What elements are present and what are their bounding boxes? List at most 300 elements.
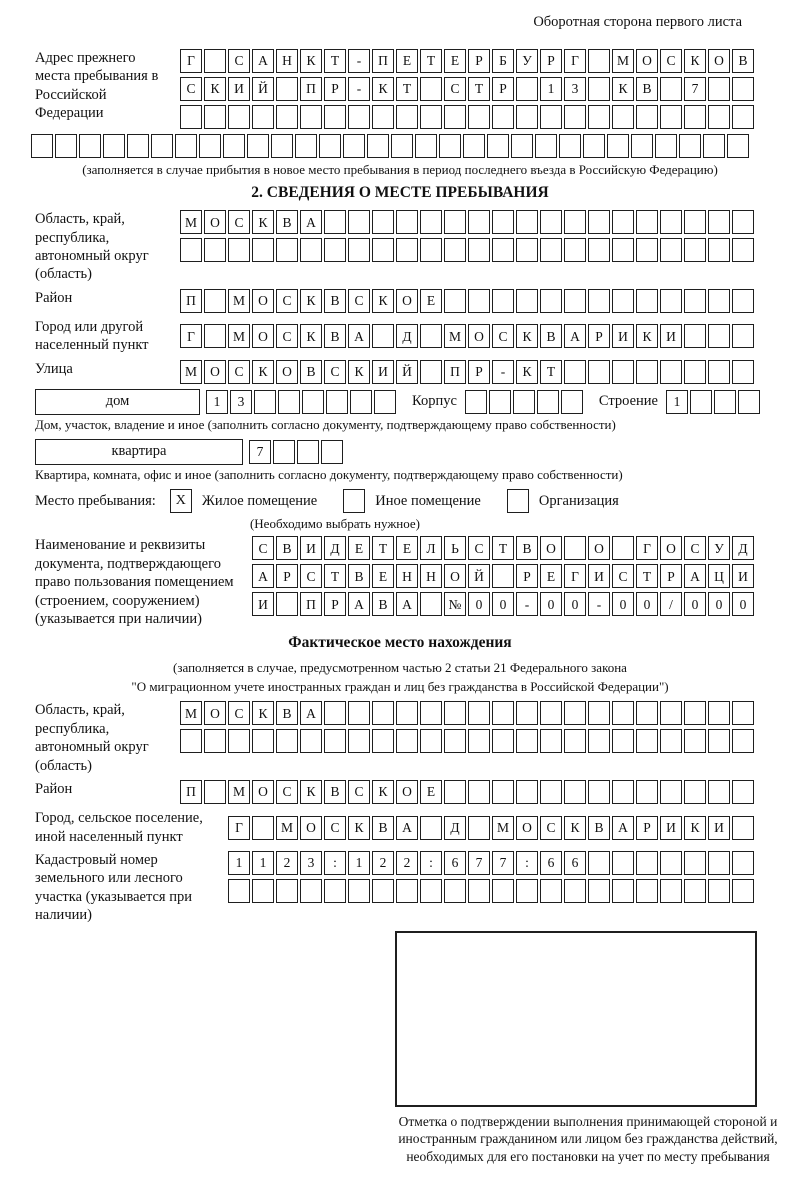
char-cell[interactable]: Е bbox=[396, 49, 418, 73]
char-cell[interactable] bbox=[204, 324, 226, 348]
char-cell[interactable] bbox=[738, 390, 760, 414]
char-cell[interactable]: Р bbox=[516, 564, 538, 588]
char-cell[interactable] bbox=[540, 780, 562, 804]
char-cell[interactable]: В bbox=[372, 816, 394, 840]
char-cell[interactable]: О bbox=[204, 360, 226, 384]
char-cell[interactable]: Г bbox=[564, 49, 586, 73]
char-cell[interactable]: 7 bbox=[492, 851, 514, 875]
char-cell[interactable] bbox=[636, 289, 658, 313]
char-cell[interactable] bbox=[492, 210, 514, 234]
char-cell[interactable] bbox=[511, 134, 533, 158]
char-cell[interactable]: М bbox=[276, 816, 298, 840]
char-cell[interactable]: В bbox=[516, 536, 538, 560]
char-cell[interactable]: К bbox=[252, 210, 274, 234]
char-cell[interactable] bbox=[415, 134, 437, 158]
char-cell[interactable] bbox=[708, 238, 730, 262]
char-cell[interactable] bbox=[588, 851, 610, 875]
char-cell[interactable] bbox=[708, 77, 730, 101]
char-cell[interactable] bbox=[444, 879, 466, 903]
char-cell[interactable] bbox=[564, 360, 586, 384]
char-cell[interactable]: : bbox=[420, 851, 442, 875]
char-cell[interactable] bbox=[660, 360, 682, 384]
char-cell[interactable] bbox=[468, 816, 490, 840]
char-cell[interactable] bbox=[420, 238, 442, 262]
char-cell[interactable]: О bbox=[396, 780, 418, 804]
char-cell[interactable] bbox=[612, 879, 634, 903]
char-cell[interactable] bbox=[732, 816, 754, 840]
char-cell[interactable] bbox=[492, 729, 514, 753]
char-cell[interactable] bbox=[31, 134, 53, 158]
char-cell[interactable] bbox=[228, 105, 250, 129]
char-cell[interactable] bbox=[180, 729, 202, 753]
char-cell[interactable]: М bbox=[180, 360, 202, 384]
char-cell[interactable]: М bbox=[180, 210, 202, 234]
char-cell[interactable]: 0 bbox=[708, 592, 730, 616]
char-cell[interactable] bbox=[324, 105, 346, 129]
char-cell[interactable] bbox=[612, 105, 634, 129]
char-cell[interactable] bbox=[276, 592, 298, 616]
char-cell[interactable] bbox=[254, 390, 276, 414]
char-cell[interactable] bbox=[468, 105, 490, 129]
char-cell[interactable]: Г bbox=[228, 816, 250, 840]
char-cell[interactable] bbox=[564, 536, 586, 560]
char-cell[interactable]: 0 bbox=[564, 592, 586, 616]
char-cell[interactable] bbox=[444, 105, 466, 129]
char-cell[interactable] bbox=[516, 105, 538, 129]
char-cell[interactable]: Л bbox=[420, 536, 442, 560]
char-cell[interactable] bbox=[324, 210, 346, 234]
char-cell[interactable] bbox=[708, 324, 730, 348]
char-cell[interactable]: 0 bbox=[540, 592, 562, 616]
char-cell[interactable] bbox=[439, 134, 461, 158]
char-cell[interactable]: 2 bbox=[276, 851, 298, 875]
char-cell[interactable]: М bbox=[612, 49, 634, 73]
char-cell[interactable] bbox=[535, 134, 557, 158]
char-cell[interactable]: С bbox=[324, 816, 346, 840]
char-cell[interactable] bbox=[492, 289, 514, 313]
char-cell[interactable]: П bbox=[444, 360, 466, 384]
char-cell[interactable] bbox=[516, 729, 538, 753]
char-cell[interactable]: Р bbox=[276, 564, 298, 588]
char-cell[interactable] bbox=[350, 390, 372, 414]
char-cell[interactable]: К bbox=[684, 49, 706, 73]
char-cell[interactable]: К bbox=[300, 780, 322, 804]
char-cell[interactable] bbox=[420, 592, 442, 616]
char-cell[interactable]: С bbox=[180, 77, 202, 101]
char-cell[interactable] bbox=[612, 701, 634, 725]
char-cell[interactable] bbox=[396, 701, 418, 725]
char-cell[interactable] bbox=[180, 105, 202, 129]
char-cell[interactable] bbox=[732, 210, 754, 234]
char-cell[interactable]: Г bbox=[564, 564, 586, 588]
char-cell[interactable] bbox=[300, 729, 322, 753]
char-cell[interactable] bbox=[492, 780, 514, 804]
char-cell[interactable]: И bbox=[612, 324, 634, 348]
char-cell[interactable]: - bbox=[348, 77, 370, 101]
char-cell[interactable]: Е bbox=[372, 564, 394, 588]
char-cell[interactable] bbox=[252, 879, 274, 903]
char-cell[interactable]: О bbox=[660, 536, 682, 560]
char-cell[interactable] bbox=[540, 238, 562, 262]
char-cell[interactable] bbox=[732, 780, 754, 804]
char-cell[interactable] bbox=[612, 851, 634, 875]
char-cell[interactable]: О bbox=[252, 289, 274, 313]
char-cell[interactable]: О bbox=[708, 49, 730, 73]
char-cell[interactable] bbox=[297, 440, 319, 464]
char-cell[interactable] bbox=[732, 238, 754, 262]
char-cell[interactable] bbox=[348, 210, 370, 234]
char-cell[interactable] bbox=[492, 564, 514, 588]
char-cell[interactable] bbox=[228, 729, 250, 753]
char-cell[interactable] bbox=[564, 238, 586, 262]
char-cell[interactable] bbox=[708, 780, 730, 804]
char-cell[interactable]: Р bbox=[324, 592, 346, 616]
char-cell[interactable] bbox=[540, 105, 562, 129]
char-cell[interactable]: Д bbox=[396, 324, 418, 348]
char-cell[interactable]: В bbox=[324, 289, 346, 313]
char-cell[interactable] bbox=[588, 360, 610, 384]
char-cell[interactable] bbox=[684, 729, 706, 753]
char-cell[interactable]: С bbox=[324, 360, 346, 384]
char-cell[interactable] bbox=[420, 816, 442, 840]
char-cell[interactable] bbox=[276, 238, 298, 262]
char-cell[interactable] bbox=[444, 729, 466, 753]
char-cell[interactable] bbox=[583, 134, 605, 158]
char-cell[interactable]: А bbox=[300, 701, 322, 725]
char-cell[interactable]: С bbox=[612, 564, 634, 588]
char-cell[interactable] bbox=[564, 105, 586, 129]
char-cell[interactable] bbox=[228, 238, 250, 262]
char-cell[interactable] bbox=[420, 360, 442, 384]
char-cell[interactable] bbox=[204, 49, 226, 73]
char-cell[interactable]: К bbox=[516, 360, 538, 384]
char-cell[interactable]: С bbox=[540, 816, 562, 840]
char-cell[interactable]: И bbox=[300, 536, 322, 560]
char-cell[interactable]: О bbox=[636, 49, 658, 73]
char-cell[interactable]: Д bbox=[324, 536, 346, 560]
char-cell[interactable]: 7 bbox=[468, 851, 490, 875]
char-cell[interactable] bbox=[348, 879, 370, 903]
char-cell[interactable] bbox=[684, 851, 706, 875]
char-cell[interactable]: Р bbox=[324, 77, 346, 101]
char-cell[interactable] bbox=[516, 210, 538, 234]
char-cell[interactable] bbox=[465, 390, 487, 414]
char-cell[interactable]: Н bbox=[420, 564, 442, 588]
char-cell[interactable] bbox=[252, 238, 274, 262]
char-cell[interactable] bbox=[271, 134, 293, 158]
char-cell[interactable] bbox=[708, 210, 730, 234]
char-cell[interactable]: Р bbox=[468, 360, 490, 384]
char-cell[interactable] bbox=[684, 289, 706, 313]
char-cell[interactable]: В bbox=[372, 592, 394, 616]
char-cell[interactable]: 6 bbox=[564, 851, 586, 875]
char-cell[interactable] bbox=[732, 360, 754, 384]
char-cell[interactable] bbox=[343, 134, 365, 158]
char-cell[interactable]: Г bbox=[180, 324, 202, 348]
char-cell[interactable] bbox=[708, 360, 730, 384]
char-cell[interactable] bbox=[372, 701, 394, 725]
char-cell[interactable] bbox=[708, 729, 730, 753]
char-cell[interactable]: Е bbox=[348, 536, 370, 560]
char-cell[interactable]: С bbox=[300, 564, 322, 588]
char-cell[interactable] bbox=[708, 879, 730, 903]
char-cell[interactable]: Т bbox=[540, 360, 562, 384]
char-cell[interactable]: С bbox=[492, 324, 514, 348]
char-cell[interactable] bbox=[151, 134, 173, 158]
char-cell[interactable] bbox=[660, 879, 682, 903]
char-cell[interactable]: К bbox=[300, 289, 322, 313]
char-cell[interactable] bbox=[684, 780, 706, 804]
char-cell[interactable]: Т bbox=[324, 49, 346, 73]
char-cell[interactable]: Р bbox=[492, 77, 514, 101]
char-cell[interactable]: С bbox=[228, 360, 250, 384]
char-cell[interactable] bbox=[684, 879, 706, 903]
char-cell[interactable]: Т bbox=[396, 77, 418, 101]
char-cell[interactable] bbox=[561, 390, 583, 414]
char-cell[interactable]: М bbox=[492, 816, 514, 840]
char-cell[interactable]: П bbox=[180, 289, 202, 313]
char-cell[interactable]: К bbox=[204, 77, 226, 101]
char-cell[interactable]: - bbox=[516, 592, 538, 616]
char-cell[interactable] bbox=[204, 105, 226, 129]
char-cell[interactable]: 1 bbox=[348, 851, 370, 875]
char-cell[interactable]: С bbox=[252, 536, 274, 560]
char-cell[interactable]: В bbox=[348, 564, 370, 588]
char-cell[interactable] bbox=[468, 238, 490, 262]
char-cell[interactable]: 0 bbox=[684, 592, 706, 616]
char-cell[interactable]: К bbox=[372, 780, 394, 804]
char-cell[interactable] bbox=[660, 105, 682, 129]
char-cell[interactable]: М bbox=[228, 324, 250, 348]
char-cell[interactable] bbox=[588, 729, 610, 753]
char-cell[interactable] bbox=[55, 134, 77, 158]
char-cell[interactable]: К bbox=[252, 701, 274, 725]
char-cell[interactable] bbox=[276, 729, 298, 753]
char-cell[interactable]: А bbox=[396, 816, 418, 840]
checkbox-inoe[interactable] bbox=[343, 489, 365, 513]
char-cell[interactable] bbox=[300, 105, 322, 129]
char-cell[interactable]: Р bbox=[468, 49, 490, 73]
char-cell[interactable] bbox=[636, 879, 658, 903]
char-cell[interactable] bbox=[636, 210, 658, 234]
char-cell[interactable]: И bbox=[660, 816, 682, 840]
char-cell[interactable] bbox=[324, 238, 346, 262]
char-cell[interactable] bbox=[636, 238, 658, 262]
char-cell[interactable] bbox=[732, 77, 754, 101]
char-cell[interactable] bbox=[540, 879, 562, 903]
char-cell[interactable] bbox=[636, 851, 658, 875]
char-cell[interactable] bbox=[732, 289, 754, 313]
char-cell[interactable] bbox=[516, 879, 538, 903]
char-cell[interactable] bbox=[348, 238, 370, 262]
stamp-area[interactable] bbox=[395, 931, 757, 1107]
char-cell[interactable]: О bbox=[468, 324, 490, 348]
char-cell[interactable] bbox=[492, 879, 514, 903]
char-cell[interactable]: В bbox=[276, 210, 298, 234]
char-cell[interactable] bbox=[588, 289, 610, 313]
char-cell[interactable]: - bbox=[492, 360, 514, 384]
char-cell[interactable] bbox=[612, 210, 634, 234]
char-cell[interactable]: 1 bbox=[666, 390, 688, 414]
char-cell[interactable] bbox=[489, 390, 511, 414]
char-cell[interactable] bbox=[660, 780, 682, 804]
char-cell[interactable] bbox=[564, 289, 586, 313]
char-cell[interactable] bbox=[732, 729, 754, 753]
char-cell[interactable] bbox=[367, 134, 389, 158]
char-cell[interactable]: С bbox=[660, 49, 682, 73]
char-cell[interactable]: П bbox=[180, 780, 202, 804]
char-cell[interactable]: В bbox=[276, 536, 298, 560]
char-cell[interactable] bbox=[516, 701, 538, 725]
char-cell[interactable]: И bbox=[228, 77, 250, 101]
char-cell[interactable] bbox=[468, 879, 490, 903]
char-cell[interactable]: О bbox=[540, 536, 562, 560]
char-cell[interactable]: М bbox=[228, 780, 250, 804]
char-cell[interactable] bbox=[690, 390, 712, 414]
char-cell[interactable]: А bbox=[396, 592, 418, 616]
char-cell[interactable] bbox=[612, 729, 634, 753]
char-cell[interactable] bbox=[348, 729, 370, 753]
char-cell[interactable] bbox=[660, 851, 682, 875]
char-cell[interactable] bbox=[732, 701, 754, 725]
char-cell[interactable]: Т bbox=[372, 536, 394, 560]
char-cell[interactable] bbox=[660, 701, 682, 725]
char-cell[interactable] bbox=[276, 105, 298, 129]
char-cell[interactable]: К bbox=[636, 324, 658, 348]
char-cell[interactable] bbox=[684, 360, 706, 384]
char-cell[interactable] bbox=[444, 780, 466, 804]
char-cell[interactable] bbox=[252, 105, 274, 129]
char-cell[interactable] bbox=[516, 780, 538, 804]
char-cell[interactable] bbox=[612, 289, 634, 313]
char-cell[interactable]: К bbox=[252, 360, 274, 384]
char-cell[interactable] bbox=[660, 729, 682, 753]
char-cell[interactable]: 7 bbox=[684, 77, 706, 101]
char-cell[interactable]: В bbox=[732, 49, 754, 73]
char-cell[interactable]: П bbox=[300, 592, 322, 616]
char-cell[interactable]: С bbox=[444, 77, 466, 101]
char-cell[interactable]: 0 bbox=[492, 592, 514, 616]
char-cell[interactable] bbox=[396, 879, 418, 903]
char-cell[interactable] bbox=[708, 701, 730, 725]
char-cell[interactable] bbox=[708, 851, 730, 875]
char-cell[interactable] bbox=[180, 238, 202, 262]
char-cell[interactable] bbox=[564, 879, 586, 903]
char-cell[interactable] bbox=[468, 289, 490, 313]
char-cell[interactable]: М bbox=[180, 701, 202, 725]
char-cell[interactable]: О bbox=[588, 536, 610, 560]
char-cell[interactable] bbox=[396, 238, 418, 262]
char-cell[interactable] bbox=[300, 879, 322, 903]
char-cell[interactable] bbox=[492, 105, 514, 129]
char-cell[interactable]: А bbox=[252, 564, 274, 588]
char-cell[interactable] bbox=[204, 289, 226, 313]
char-cell[interactable]: С bbox=[348, 780, 370, 804]
char-cell[interactable]: Е bbox=[396, 536, 418, 560]
char-cell[interactable] bbox=[204, 780, 226, 804]
char-cell[interactable] bbox=[564, 729, 586, 753]
char-cell[interactable] bbox=[444, 238, 466, 262]
char-cell[interactable]: И bbox=[252, 592, 274, 616]
char-cell[interactable]: Е bbox=[420, 780, 442, 804]
char-cell[interactable] bbox=[444, 701, 466, 725]
char-cell[interactable] bbox=[228, 879, 250, 903]
char-cell[interactable] bbox=[324, 701, 346, 725]
char-cell[interactable]: 0 bbox=[636, 592, 658, 616]
char-cell[interactable] bbox=[636, 360, 658, 384]
char-cell[interactable]: 0 bbox=[468, 592, 490, 616]
char-cell[interactable] bbox=[319, 134, 341, 158]
char-cell[interactable] bbox=[372, 729, 394, 753]
char-cell[interactable]: - bbox=[348, 49, 370, 73]
char-cell[interactable] bbox=[324, 729, 346, 753]
char-cell[interactable] bbox=[732, 851, 754, 875]
char-cell[interactable]: С bbox=[276, 780, 298, 804]
char-cell[interactable]: К bbox=[300, 324, 322, 348]
char-cell[interactable]: А bbox=[348, 592, 370, 616]
char-cell[interactable] bbox=[302, 390, 324, 414]
char-cell[interactable] bbox=[684, 324, 706, 348]
char-cell[interactable]: В bbox=[540, 324, 562, 348]
char-cell[interactable]: 0 bbox=[732, 592, 754, 616]
char-cell[interactable] bbox=[321, 440, 343, 464]
char-cell[interactable] bbox=[607, 134, 629, 158]
char-cell[interactable] bbox=[588, 105, 610, 129]
char-cell[interactable] bbox=[732, 324, 754, 348]
char-cell[interactable] bbox=[420, 77, 442, 101]
char-cell[interactable] bbox=[660, 238, 682, 262]
char-cell[interactable] bbox=[612, 360, 634, 384]
char-cell[interactable] bbox=[300, 238, 322, 262]
char-cell[interactable]: П bbox=[372, 49, 394, 73]
char-cell[interactable] bbox=[420, 105, 442, 129]
char-cell[interactable]: Ц bbox=[708, 564, 730, 588]
char-cell[interactable]: С bbox=[228, 701, 250, 725]
char-cell[interactable]: У bbox=[516, 49, 538, 73]
char-cell[interactable] bbox=[252, 816, 274, 840]
char-cell[interactable] bbox=[679, 134, 701, 158]
char-cell[interactable] bbox=[660, 77, 682, 101]
char-cell[interactable]: 1 bbox=[252, 851, 274, 875]
char-cell[interactable] bbox=[103, 134, 125, 158]
char-cell[interactable] bbox=[588, 238, 610, 262]
char-cell[interactable] bbox=[703, 134, 725, 158]
char-cell[interactable]: А bbox=[252, 49, 274, 73]
char-cell[interactable]: Т bbox=[420, 49, 442, 73]
char-cell[interactable] bbox=[127, 134, 149, 158]
char-cell[interactable]: А bbox=[348, 324, 370, 348]
char-cell[interactable]: 6 bbox=[540, 851, 562, 875]
char-cell[interactable] bbox=[420, 210, 442, 234]
char-cell[interactable] bbox=[588, 879, 610, 903]
char-cell[interactable]: О bbox=[276, 360, 298, 384]
char-cell[interactable] bbox=[295, 134, 317, 158]
char-cell[interactable] bbox=[636, 701, 658, 725]
char-cell[interactable]: Р bbox=[660, 564, 682, 588]
char-cell[interactable]: О bbox=[396, 289, 418, 313]
char-cell[interactable]: К bbox=[300, 49, 322, 73]
char-cell[interactable]: Й bbox=[252, 77, 274, 101]
char-cell[interactable]: О bbox=[252, 780, 274, 804]
char-cell[interactable]: 3 bbox=[230, 390, 252, 414]
char-cell[interactable]: Б bbox=[492, 49, 514, 73]
char-cell[interactable]: Р bbox=[636, 816, 658, 840]
char-cell[interactable] bbox=[540, 289, 562, 313]
char-cell[interactable] bbox=[636, 105, 658, 129]
char-cell[interactable]: К bbox=[516, 324, 538, 348]
char-cell[interactable]: 7 bbox=[249, 440, 271, 464]
char-cell[interactable]: И bbox=[372, 360, 394, 384]
